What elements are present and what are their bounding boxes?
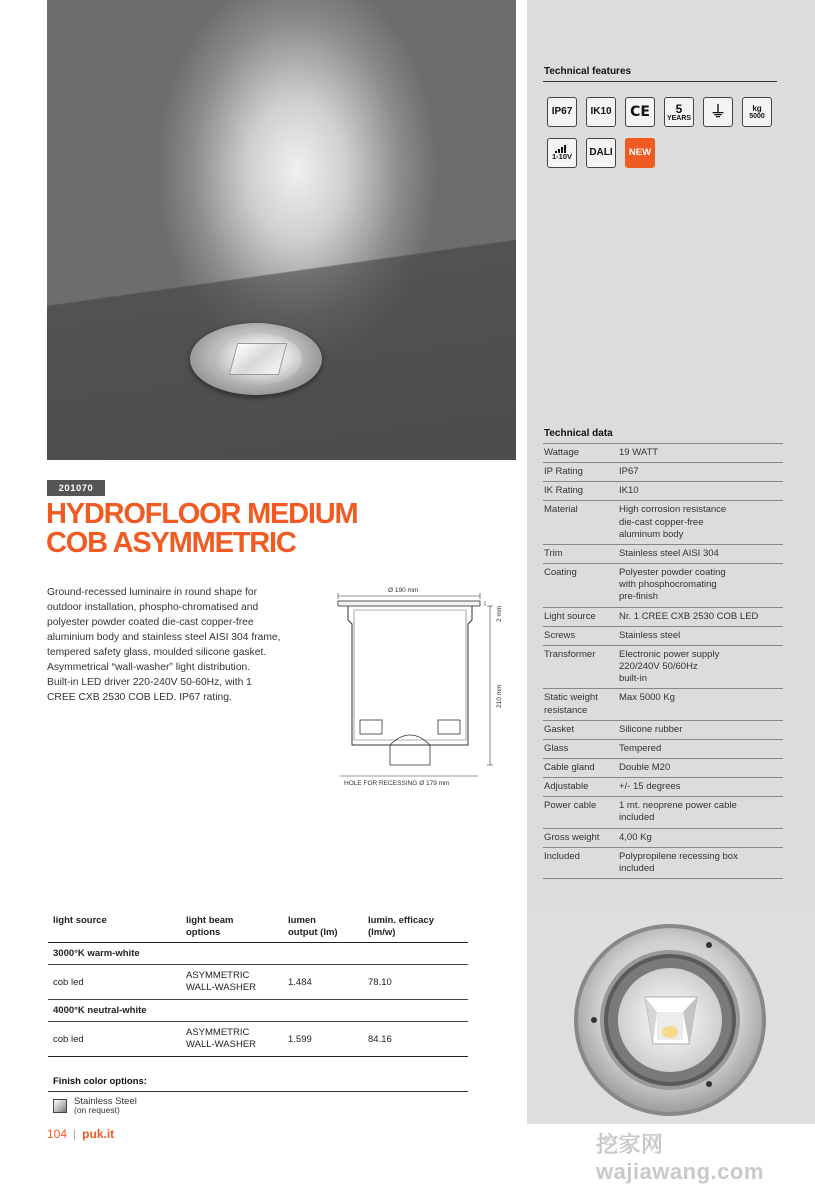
technical-drawing [330, 580, 510, 790]
product-description: Ground-recessed luminaire in round shape for outdoor installation, phospho-chromatised and polyester powder coated die-cast copper-free aluminium body and stainless steel AISI 304 frame, tempered safety glass, moulded silicone gasket. Asymmetrical “wall-washer” light distribution. Built-in LED driver 220-240V 50-60Hz, with 1 CREE CXB 2530 COB LED. IP67 rating. [47, 587, 281, 703]
light-source-table [48, 915, 468, 1057]
spec-key: Static weight resistance [544, 692, 598, 716]
stainless-steel-swatch [53, 1099, 67, 1113]
header-light-source: light source [53, 915, 107, 926]
diameter-label: Ø 190 mm [388, 587, 419, 594]
ip67-icon: IP67 [547, 97, 577, 127]
spec-value: Stainless steel AISI 304 [619, 547, 719, 559]
spec-row [543, 645, 783, 688]
spec-value: Polypropilene recessing box included [619, 850, 738, 874]
spec-value: 4,00 Kg [619, 831, 652, 843]
ce-icon: CE [625, 97, 655, 127]
top-thickness-label: 2 mm [496, 605, 503, 622]
height-label: 210 mm [496, 684, 503, 708]
spec-key: Trim [544, 547, 563, 559]
divider [543, 81, 777, 82]
dimmable-icon: 1-10V [547, 138, 577, 168]
footer-separator: | [73, 1127, 77, 1141]
cell-lumen: 1.484 [288, 976, 312, 988]
website-link[interactable]: puk.it [82, 1127, 115, 1141]
product-title: HYDROFLOOR MEDIUM COB ASYMMETRIC [46, 498, 358, 559]
spec-value: 19 WATT [619, 447, 659, 458]
spec-key: Included [544, 850, 580, 862]
spec-key: Transformer [544, 648, 596, 660]
spec-key: Wattage [544, 447, 580, 458]
new-badge: NEW [625, 138, 655, 168]
technical-data-table [543, 443, 783, 879]
spec-key: Screws [544, 629, 576, 641]
header-beam: light beam options [186, 915, 234, 938]
cell-efficacy: 84.16 [368, 1033, 392, 1045]
warranty-icon: 5 YEARS [664, 97, 694, 127]
product-photo [47, 0, 516, 460]
table-row [48, 1022, 468, 1057]
page-number: 104 [47, 1127, 68, 1141]
spec-row [543, 720, 783, 739]
spec-key: Material [544, 504, 578, 516]
spec-key: Coating [544, 567, 577, 579]
spec-key: Adjustable [544, 781, 589, 793]
page-footer [47, 1127, 114, 1141]
spec-row [543, 462, 783, 481]
header-lumen: lumen output (lm) [288, 915, 338, 938]
product-code: 201070 [47, 480, 105, 496]
weight-icon: kg 5000 [742, 97, 772, 127]
cell-beam: ASYMMETRIC WALL-WASHER [186, 970, 257, 993]
table-row [48, 965, 468, 1000]
spec-key: IP Rating [544, 466, 583, 478]
divider [48, 1091, 468, 1092]
group-warm-white: 3000°K warm-white [48, 943, 468, 965]
spec-key: Gasket [544, 723, 575, 735]
spec-row [543, 688, 783, 719]
technical-data-title: Technical data [544, 428, 613, 439]
spec-key: Gross weight [544, 831, 600, 843]
dali-icon: DALI [586, 138, 616, 168]
header-efficacy: lumin. efficacy (lm/w) [368, 915, 434, 938]
earth-icon: ⏚ [703, 97, 733, 127]
spec-row [543, 544, 783, 563]
spec-row [543, 443, 783, 462]
group-neutral-white: 4000°K neutral-white [48, 1000, 468, 1022]
watermark: 挖家网 wajiawang.com [596, 1132, 764, 1184]
spec-row [543, 626, 783, 645]
spec-row [543, 847, 783, 879]
ik10-icon: IK10 [586, 97, 616, 127]
spec-value: Tempered [619, 742, 662, 754]
fixture-reflector [229, 343, 288, 375]
spec-value: IP67 [619, 466, 639, 478]
spec-row [543, 777, 783, 796]
spec-value: IK10 [619, 485, 639, 497]
spec-key: IK Rating [544, 485, 584, 497]
spec-key: Cable gland [544, 761, 595, 773]
technical-features-title: Technical features [544, 66, 632, 77]
spec-value: Polyester powder coating with phosphocromating pre-finish [619, 567, 726, 603]
spec-value: +/- 15 degrees [619, 781, 681, 793]
spec-value: Max 5000 Kg [619, 692, 675, 704]
hole-label: HOLE FOR RECESSING Ø 179 mm [344, 780, 450, 787]
detail-photo [527, 912, 815, 1124]
spec-value: Silicone rubber [619, 723, 683, 735]
spec-row [543, 607, 783, 626]
spec-row [543, 481, 783, 500]
table-header [48, 915, 468, 943]
spec-value: Stainless steel [619, 629, 681, 641]
fixture-top-view [527, 912, 815, 1124]
cell-beam: ASYMMETRIC WALL-WASHER [186, 1027, 257, 1050]
spec-key: Glass [544, 742, 569, 754]
spec-key: Light source [544, 610, 596, 622]
spec-value: High corrosion resistance die-cast copper-free aluminum body [619, 504, 727, 540]
cell-source: cob led [53, 976, 84, 988]
cell-efficacy: 78.10 [368, 976, 392, 988]
finish-title: Finish color options: [53, 1076, 147, 1087]
spec-value: 1 mt. neoprene power cable included [619, 800, 737, 824]
spec-row [543, 739, 783, 758]
spec-value: Nr. 1 CREE CXB 2530 COB LED [619, 610, 759, 622]
cell-lumen: 1.599 [288, 1033, 312, 1045]
finish-option-label: Stainless Steel [74, 1096, 137, 1107]
spec-value: Double M20 [619, 761, 671, 773]
finish-option-note: (on request) [74, 1105, 120, 1115]
spec-row [543, 563, 783, 606]
spec-row [543, 828, 783, 847]
spec-row [543, 758, 783, 777]
spec-key: Power cable [544, 800, 597, 812]
spec-row [543, 500, 783, 543]
cell-source: cob led [53, 1033, 84, 1045]
spec-value: Electronic power supply 220/240V 50/60Hz built-in [619, 648, 720, 685]
spec-row [543, 796, 783, 827]
